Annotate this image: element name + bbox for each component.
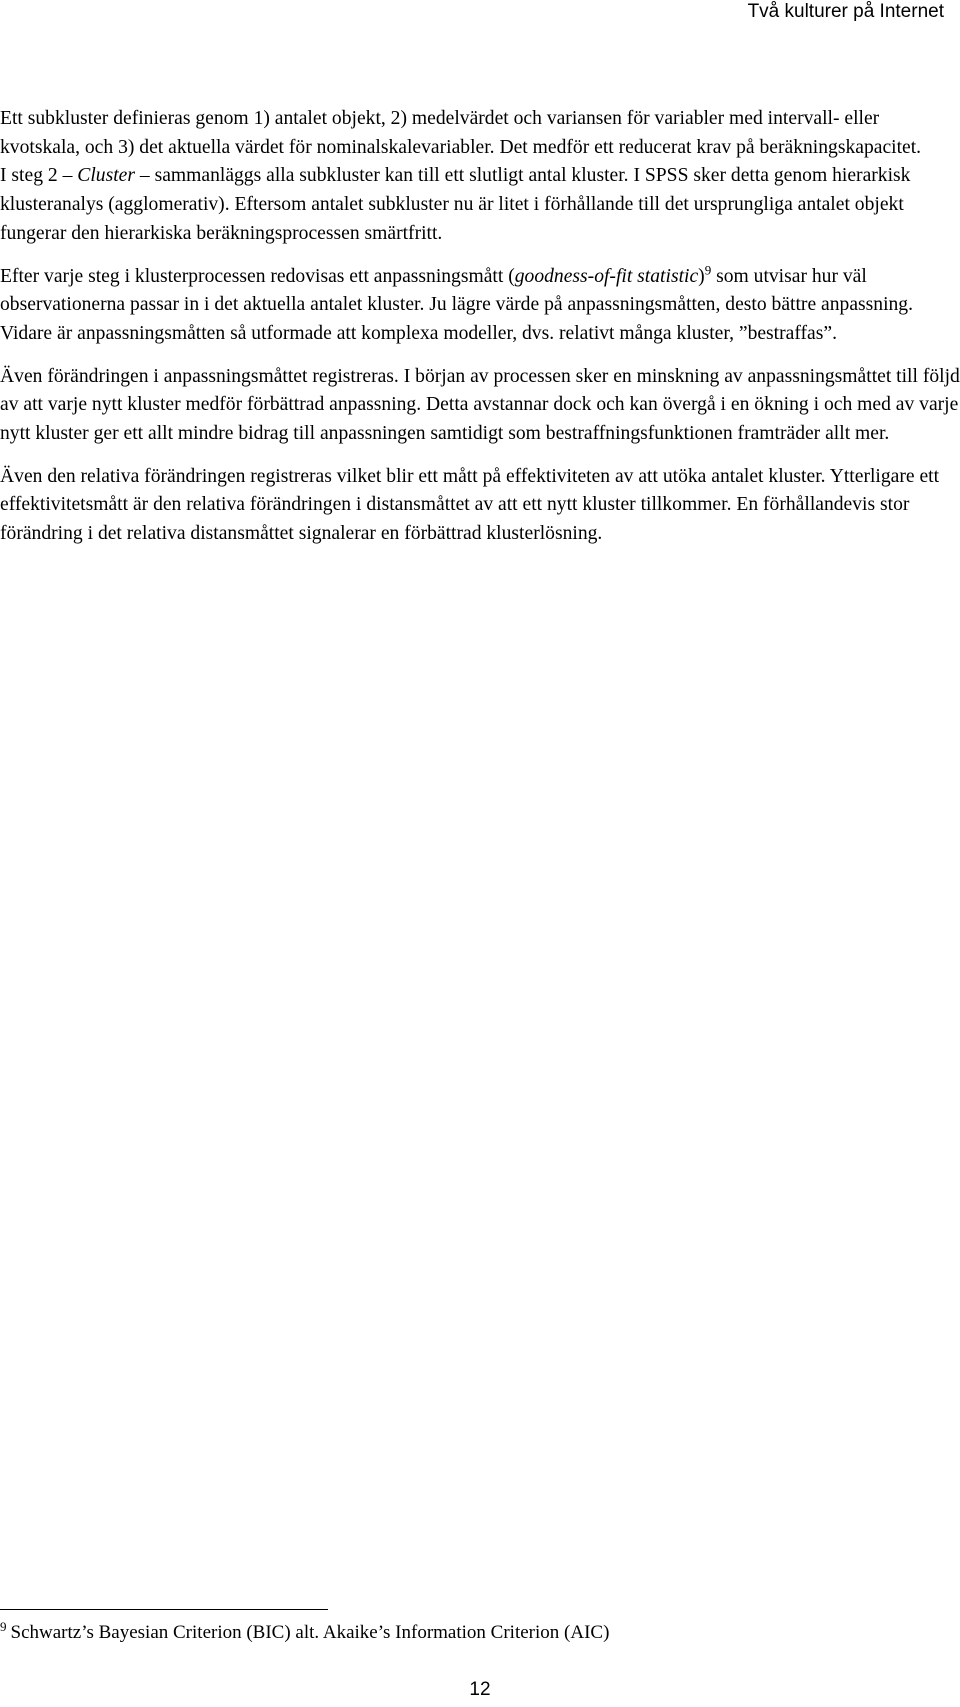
paragraph-subcluster-definition: Ett subkluster definieras genom 1) antalet objekt, 2) medelvärdet och variansen för variabler med intervall- eller kvotskala, och 3) det aktuella värdet för nominalskalevariabler. Det medför ett reducerat krav på beräkningskapacitet.: [0, 108, 922, 158]
running-header: Två kulturer på Internet: [747, 1, 944, 22]
page-number: 12: [469, 1679, 491, 1700]
fit-text-rest: som utvisar hur väl observationerna passar in i det aktuella antalet kluster. Ju lägre värde på anpassningsmåtten, desto bättre anpassning. Vidare är anpassningsmåtten så utformade att komplexa modeller, dvs. relativt många kluster, ”bestraffas”.: [0, 265, 914, 344]
paragraph-step-2: [0, 162, 960, 248]
fit-term: goodness-of-fit statistic: [514, 265, 699, 287]
footnote-text: Schwartz’s Bayesian Criterion (BIC) alt. Akaike’s Information Criterion (AIC): [10, 1622, 610, 1643]
step-2-term: Cluster: [77, 165, 135, 187]
footnote-reference[interactable]: 9: [704, 261, 712, 277]
paragraph-change-registered: Även förändringen i anpassningsmåttet registreras. I början av processen sker en minskning av anpassningsmåttet till följd av att varje nytt kluster medför förbättrad anpassning. Detta avstannar dock och kan övergå i en ökning i och med av varje nytt kluster ger ett allt mindre bidrag till anpassningen samtidigt som bestraffningsfunktionen framträder allt mer.: [0, 365, 960, 445]
footnote-divider: [0, 1609, 328, 1610]
step-2-text-start: I steg 2 –: [0, 165, 78, 187]
paragraph-relative-change: Även den relativa förändringen registreras vilket blir ett mått på effektiviteten av att utöka antalet kluster. Ytterligare ett effektivitetsmått är den relativa förändringen i distansmåttet av att ett nytt kluster tillkommer. En förhållandevis stor förändring i det relativa distansmåttet signalerar en förbättrad klusterlösning.: [0, 465, 940, 545]
footnote-number: 9: [0, 1618, 7, 1634]
fit-text-start: Efter varje steg i klusterprocessen redovisas ett anpassningsmått (: [0, 265, 515, 287]
footnote: [0, 1620, 609, 1646]
fit-paren-close: ): [698, 265, 705, 287]
paragraph-goodness-of-fit: [0, 263, 960, 349]
body-text: [0, 105, 960, 563]
step-2-text-rest: – sammanläggs alla subkluster kan till ett slutligt antal kluster. I SPSS sker detta genom hierarkisk klusteranalys (agglomerativ). Eftersom antalet subkluster nu är litet i förhållande till det ursprungliga antalet objekt fungerar den hierarkiska beräkningsprocessen smärtfritt.: [0, 165, 911, 244]
